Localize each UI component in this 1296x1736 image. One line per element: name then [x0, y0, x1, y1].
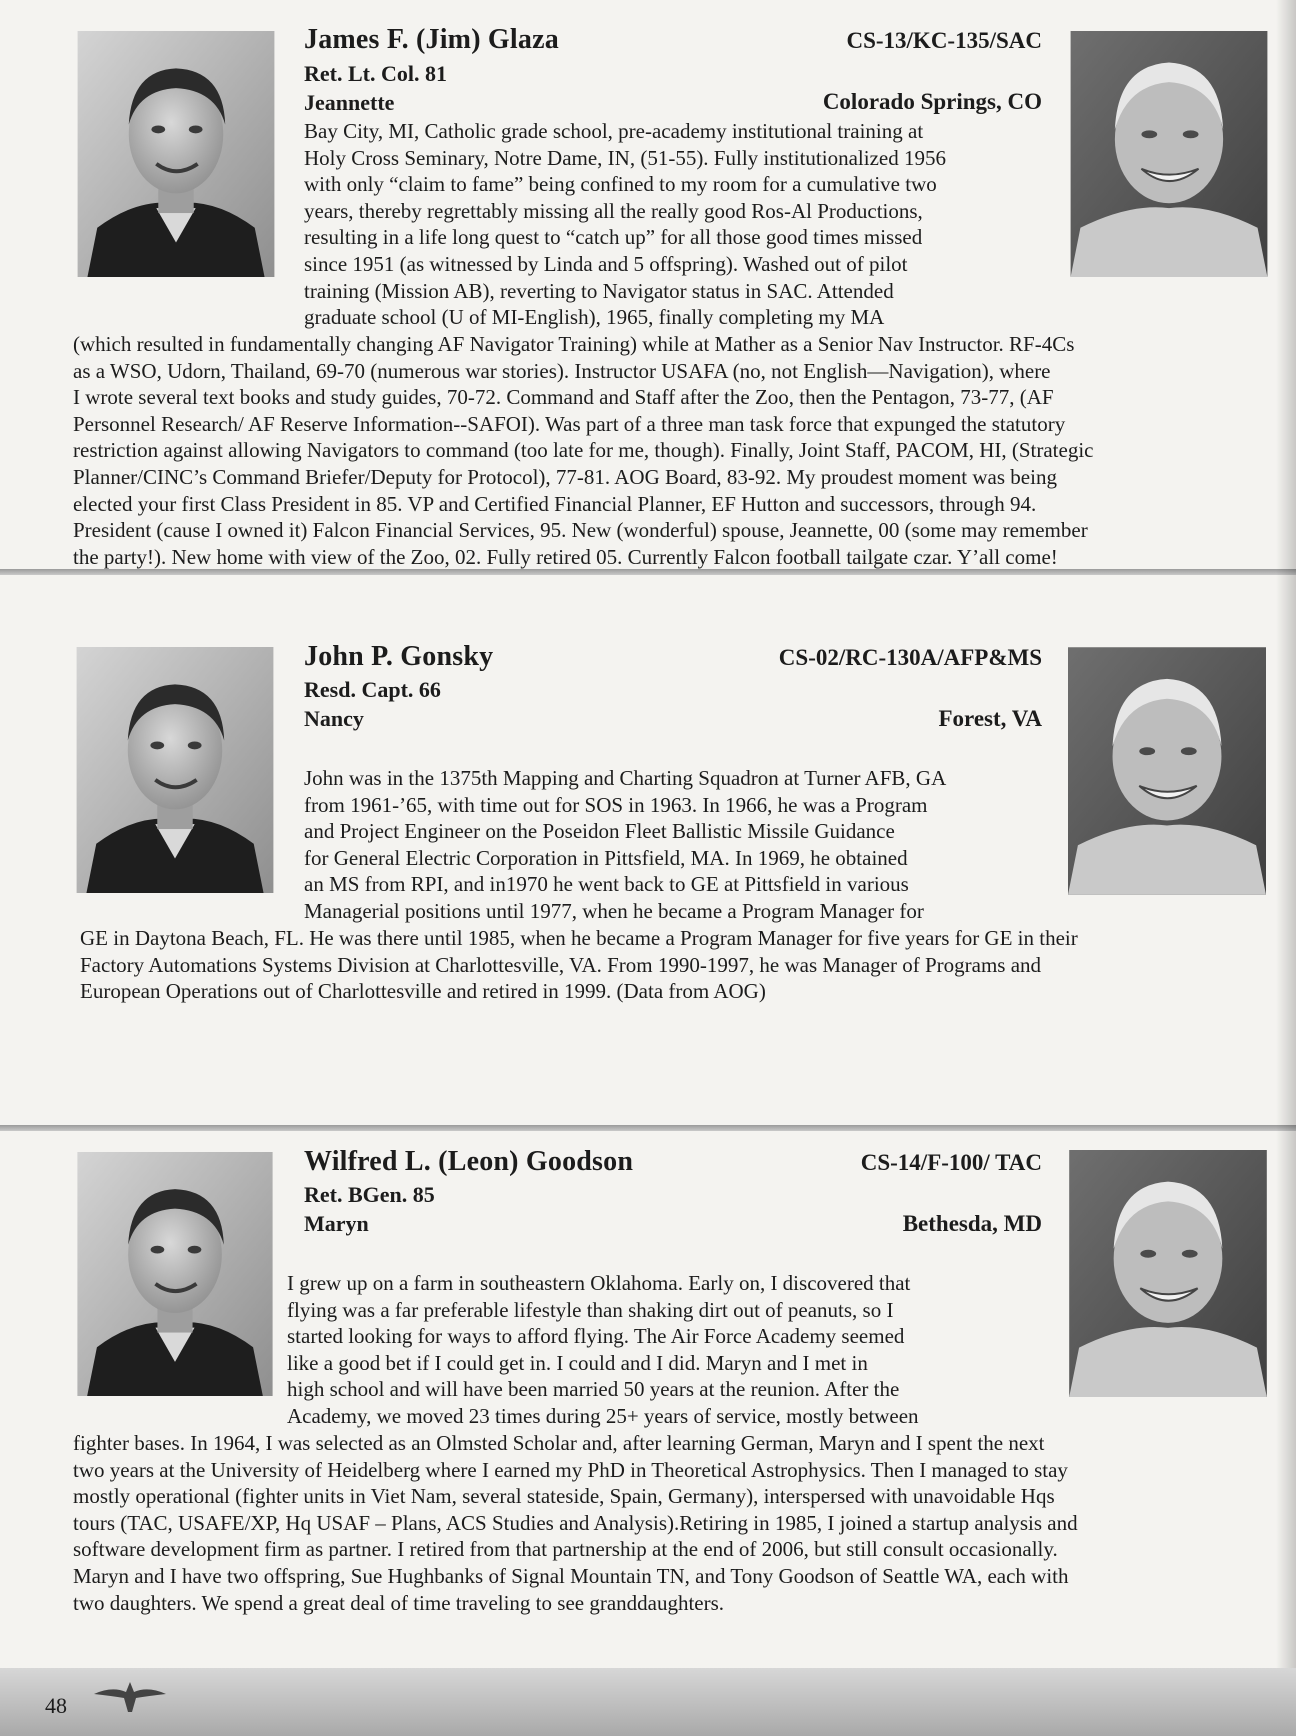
falcon-wings-emblem-icon [92, 1672, 168, 1718]
bio-line: software development firm as partner. I retired from that partnership at the end of 2006, but still consult occasionally. [73, 1537, 1058, 1562]
entry-bio [304, 118, 1044, 331]
bio-line: high school and will have been married 50 years at the reunion. After the [287, 1377, 900, 1402]
cadet-portrait-gonsky [73, 647, 277, 893]
section-divider [0, 1125, 1296, 1131]
bio-line: and Project Engineer on the Poseidon Fleet Ballistic Missile Guidance [304, 819, 895, 844]
bio-line: years, thereby regrettably missing all the really good Ros-Al Productions, [304, 198, 923, 223]
bio-line: like a good bet if I could get in. I could and I did. Maryn and I met in [287, 1350, 868, 1375]
entry-code: CS-14/F-100/ TAC [860, 1150, 1042, 1175]
page-number: 48 [45, 1693, 67, 1718]
bio-line: restriction against allowing Navigators to command (too late for me, though). Finally, Joint Staff, PACOM, HI, (Strategic [73, 438, 1094, 463]
bio-line: Holy Cross Seminary, Notre Dame, IN, (51-55). Fully institutionalized 1956 [304, 145, 946, 170]
bio-line: training (Mission AB), reverting to Navigator status in SAC. Attended [304, 278, 894, 303]
bio-line: Managerial positions until 1977, when he became a Program Manager for [304, 898, 924, 923]
bio-line: Personnel Research/ AF Reserve Information--SAFOI). Was part of a three man task force that expunged the statutory [73, 411, 1066, 436]
bio-line: mostly operational (fighter units in Viet Nam, several stateside, Spain, Germany), interspersed with unavoidable Hqs [73, 1484, 1055, 1509]
entry-bio [287, 1270, 1044, 1430]
bio-line: Bay City, MI, Catholic grade school, pre-academy institutional training at [304, 119, 924, 143]
entry-bio-continued [73, 331, 1269, 570]
current-portrait-goodson [1068, 1150, 1268, 1397]
bio-line: since 1951 (as witnessed by Linda and 5 offspring). Washed out of pilot [304, 251, 908, 276]
bio-line: (which resulted in fundamentally changing AF Navigator Training) while at Mather as a Senior Nav Instructor. RF-4Cs [73, 332, 1075, 356]
bio-line: the party!). New home with view of the Zoo, 02. Fully retired 05. Currently Falcon football tailgate czar. Y’all come! [73, 544, 1058, 569]
entry-spouse: Nancy [304, 706, 364, 731]
bio-line: started looking for ways to afford flying. The Air Force Academy seemed [287, 1324, 905, 1349]
entry-location: Forest, VA [938, 706, 1042, 731]
bio-line: fighter bases. In 1964, I was selected as an Olmsted Scholar and, after learning German, Maryn and I spent the next [73, 1431, 1045, 1455]
bio-line: as a WSO, Udorn, Thailand, 69-70 (numerous war stories). Instructor USAFA (no, not English—Navigation), where [73, 358, 1051, 383]
entry-code: CS-13/KC-135/SAC [846, 28, 1042, 53]
page-edge-shadow [1276, 0, 1296, 1668]
bio-line: European Operations out of Charlottesville and retired in 1999. (Data from AOG) [80, 979, 766, 1004]
entry-rank: Ret. BGen. 85 [304, 1182, 435, 1207]
entry-bio-continued [80, 925, 1265, 1005]
entry-rank: Ret. Lt. Col. 81 [304, 61, 447, 86]
entry-spouse: Jeannette [304, 90, 395, 115]
page-footer-band [0, 1668, 1296, 1736]
entry-code: CS-02/RC-130A/AFP&MS [778, 645, 1042, 670]
bio-line: John was in the 1375th Mapping and Charting Squadron at Turner AFB, GA [304, 766, 947, 790]
bio-line: tours (TAC, USAFE/XP, Hq USAF – Plans, ACS Studies and Analysis).Retiring in 1985, I joined a startup analysis and [73, 1510, 1078, 1535]
cadet-portrait-goodson [73, 1152, 277, 1396]
entry-spouse: Maryn [304, 1211, 369, 1236]
entry-name: James F. (Jim) Glaza [304, 24, 559, 55]
bio-line: I grew up on a farm in southeastern Oklahoma. Early on, I discovered that [287, 1271, 911, 1295]
entry-bio [304, 765, 1044, 925]
bio-line: with only “claim to fame” being confined to my room for a cumulative two [304, 172, 937, 197]
bio-line: from 1961-’65, with time out for SOS in 1963. In 1966, he was a Program [304, 792, 928, 817]
entry-location: Colorado Springs, CO [822, 89, 1042, 114]
entry-location: Bethesda, MD [902, 1211, 1042, 1236]
bio-line: Maryn and I have two offspring, Sue Hughbanks of Signal Mountain TN, and Tony Goodson of Seattle WA, each with [73, 1563, 1069, 1588]
entry-rank: Resd. Capt. 66 [304, 677, 441, 702]
current-portrait-gonsky [1068, 647, 1266, 895]
bio-line: graduate school (U of MI-English), 1965, finally completing my MA [304, 305, 885, 330]
bio-line: Academy, we moved 23 times during 25+ years of service, mostly between [287, 1403, 919, 1428]
bio-line: Factory Automations Systems Division at Charlottesville, VA. From 1990-1997, he was Manager of Programs and [80, 952, 1042, 977]
bio-line: resulting in a life long quest to “catch up” for all those good times missed [304, 225, 923, 250]
bio-line: flying was a far preferable lifestyle than shaking dirt out of peanuts, so I [287, 1297, 894, 1322]
bio-line: GE in Daytona Beach, FL. He was there until 1985, when he became a Program Manager for five years for GE in their [80, 926, 1078, 950]
bio-line: two daughters. We spend a great deal of time traveling to see granddaughters. [73, 1590, 725, 1615]
bio-line: two years at the University of Heidelberg where I earned my PhD in Theoretical Astrophysics. Then I managed to stay [73, 1457, 1068, 1482]
bio-line: I wrote several text books and study guides, 70-72. Command and Staff after the Zoo, then the Pentagon, 73-77, (AF [73, 385, 1054, 410]
bio-line: elected your first Class President in 85. VP and Certified Financial Planner, EF Hutton and successors, through 94. [73, 491, 1037, 516]
bio-line: Planner/CINC’s Command Briefer/Deputy for Protocol), 77-81. AOG Board, 83-92. My proudest moment was being [73, 464, 1057, 489]
bio-line: President (cause I owned it) Falcon Financial Services, 95. New (wonderful) spouse, Jeannette, 00 (some may remember [73, 518, 1088, 543]
bio-line: for General Electric Corporation in Pittsfield, MA. In 1969, he obtained [304, 845, 908, 870]
section-divider [0, 569, 1296, 575]
bio-line: an MS from RPI, and in1970 he went back to GE at Pittsfield in various [304, 872, 909, 897]
entry-name: John P. Gonsky [304, 641, 494, 672]
entry-name: Wilfred L. (Leon) Goodson [304, 1146, 634, 1177]
current-portrait-glaza [1068, 31, 1270, 277]
cadet-portrait-glaza [73, 31, 279, 277]
entry-bio-continued [73, 1430, 1269, 1616]
